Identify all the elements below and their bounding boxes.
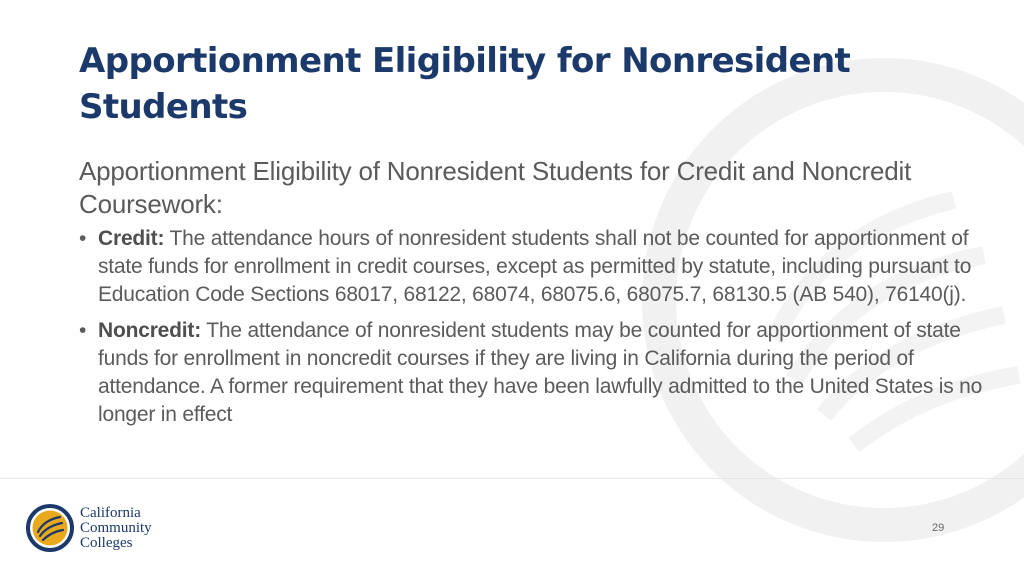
bullet-text: The attendance hours of nonresident students shall not be counted for apportionment of state funds for enrollment in credit courses, except as permitted by statute, including pursuant to Education Code Sections 68017, 68122, 68074, 68075.6, 68075.7, 68130.5 (AB 540), 76140(j). xyxy=(98,227,972,306)
logo-line: Colleges xyxy=(80,534,133,551)
logo-wordmark xyxy=(80,506,152,551)
bullet-item-noncredit xyxy=(79,317,989,429)
bullet-item-credit xyxy=(79,225,989,309)
organization-logo xyxy=(26,504,152,552)
bullet-term: Credit: xyxy=(98,227,165,250)
intro-text: Apportionment Eligibility of Nonresident Students for Credit and Noncredit Coursework: xyxy=(79,156,912,219)
california-community-colleges-seal-icon xyxy=(26,504,74,552)
bullet-list xyxy=(79,225,989,429)
bullet-term: Noncredit: xyxy=(98,319,202,342)
page-title: Apportionment Eligibility for Nonresident Students xyxy=(79,41,851,127)
bullet-marker: • xyxy=(79,227,87,250)
footer-divider xyxy=(0,478,1024,479)
slide-body xyxy=(79,155,989,437)
page-number: 29 xyxy=(932,522,945,534)
logo-line: Community xyxy=(80,519,152,536)
logo-line: California xyxy=(80,504,141,521)
bullet-text: The attendance of nonresident students may be counted for apportionment of state funds for enrollment in noncredit courses if they are living in California during the period of attendance. A former requirement that they have been lawfully admitted to the United States is no longer in effect xyxy=(98,319,983,426)
bullet-marker: • xyxy=(79,319,87,342)
